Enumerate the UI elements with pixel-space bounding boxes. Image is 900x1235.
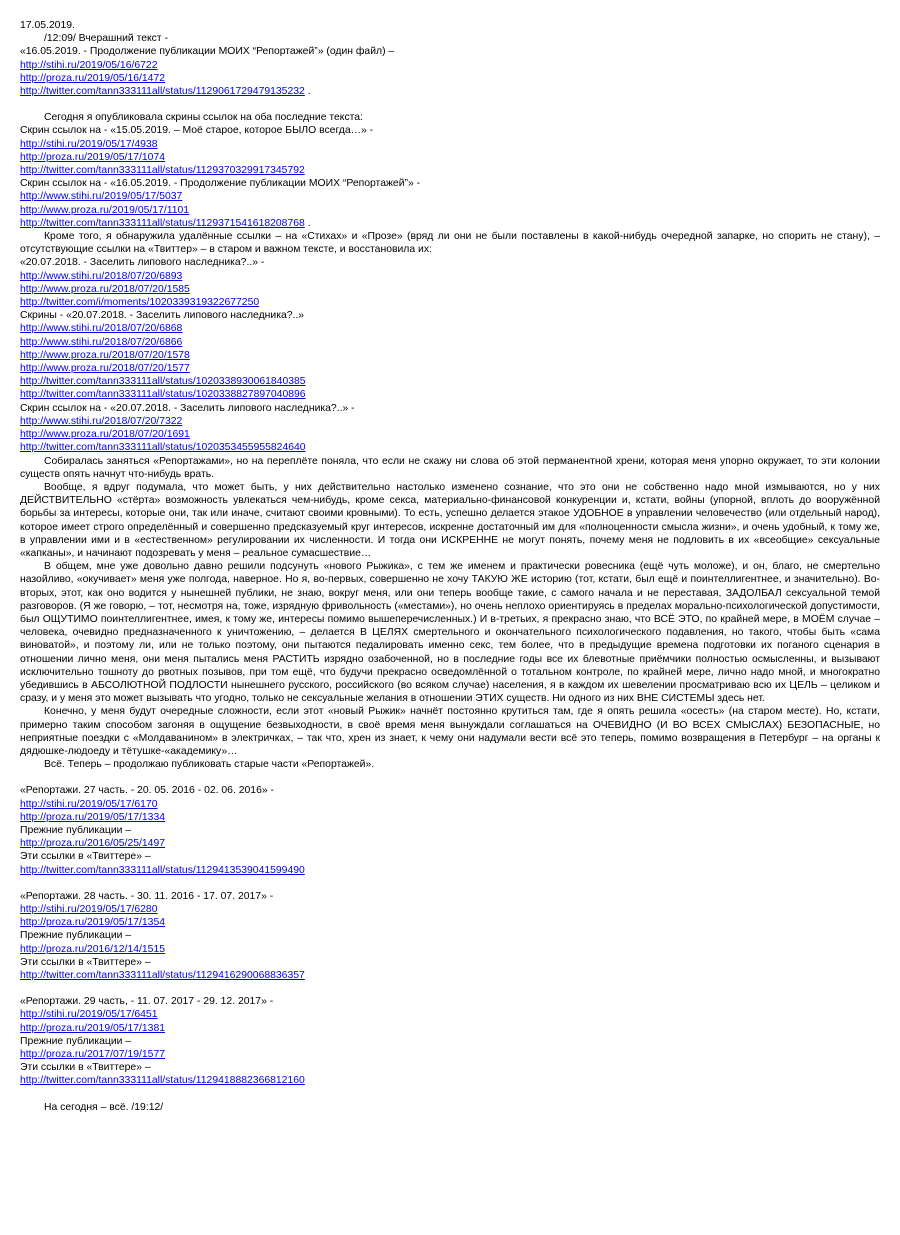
- body-paragraph: Вообще, я вдруг подумала, что может быть, у них действительно настолько изменено сознание, что это они не собственно надо мной измываются, но у них ДЕЙСТВИТЕЛЬНО «стёрта» возможность увлекаться чем-нибудь, кроме секса, материально-финансовой конкуренции и, кстати, войны (упорной, вплоть до вооружённой борьбы за интересы, которые они, так или иначе, считают своими кровными). То есть, успешно делается этакое УДОБНОЕ в управлении человечество (или отдельный народ), которое имеет строго определённый и совершенно предсказуемый круг интересов, искренне достаточный им для «полноценности смысла жизни», и очень удобный, к тому же, в управлении ими и в «естественном» регулировании их численности. И тогда они ИСКРЕННЕ не могут понять, почему меня не подловить в их «всеобщие» сексуальные «капканы», и начинают подозревать у меня – реальное сумасшествие…: [20, 481, 880, 559]
- report-prev-link[interactable]: http://proza.ru/2016/05/25/1497: [20, 838, 166, 850]
- body-paragraph: Всё. Теперь – продолжаю публиковать старые части «Репортажей».: [44, 759, 375, 771]
- linden-screen-link-proza[interactable]: http://www.proza.ru/2018/07/20/1691: [20, 429, 190, 441]
- report-title: «Репортажи. 29 часть, - 11. 07. 2017 - 29. 12. 2017» -: [20, 996, 274, 1008]
- linden-screens-link[interactable]: http://www.stihi.ru/2018/07/20/6866: [20, 336, 183, 348]
- report-block-29: [20, 995, 880, 1087]
- spacer: [20, 98, 880, 111]
- restore-paragraph: Кроме того, я обнаружила удалённые ссылки – на «Стихах» и «Прозе» (вряд ли они не были поставлены в какой-нибудь очередной запарке, но спорить не стану), – отсутствующие ссылки на «Твиттер» – в старом и важном тексте, и восстановила их:: [20, 231, 880, 256]
- report-link-proza[interactable]: http://proza.ru/2019/05/17/1381: [20, 1022, 166, 1034]
- spacer: [20, 1088, 880, 1101]
- trailing-dot: .: [307, 217, 311, 229]
- report-block-28: [20, 890, 880, 982]
- report-twitter-label: Эти ссылки в «Твиттере» –: [20, 956, 151, 968]
- screen2-link-proza[interactable]: http://www.proza.ru/2019/05/17/1101: [20, 204, 190, 216]
- closing-line: На сегодня – всё. /19:12/: [44, 1101, 164, 1113]
- prev-link-stihi[interactable]: http://stihi.ru/2019/05/16/6722: [20, 59, 158, 71]
- screen1-title: Скрин ссылок на - «15.05.2019. – Моё старое, которое БЫЛО всегда…» -: [20, 125, 374, 137]
- linden-screens-link[interactable]: http://www.stihi.ru/2018/07/20/6868: [20, 323, 183, 335]
- report-prev-label: Прежние публикации –: [20, 930, 132, 942]
- screen2-link-twitter-line: [20, 217, 880, 230]
- spacer: [20, 771, 880, 784]
- body-paragraph: Конечно, у меня будут очередные сложности, если этот «новый Рыжик» начнёт постоянно крутиться там, где я опять решила «осесть» (на старом месте). Но, кстати, примерно таким способом загоняя в ощущение безвыходности, в своё время меня вынуждали соглашаться на ОЧЕВИДНО (И ВО ВСЕХ СМЫСЛАХ) БЕЗОПАСНЫЕ, но неприятные поездки с «Молдаванином» в электричках, – так что, хрен из знает, к чему они надумали вести всё это теперь, помимо возвращения в Петербург – на органы к дядюшке-людоеду и тётушке-«академику»…: [20, 706, 880, 757]
- report-link-stihi[interactable]: http://stihi.ru/2019/05/17/6170: [20, 798, 158, 810]
- report-link-stihi[interactable]: http://stihi.ru/2019/05/17/6280: [20, 904, 158, 915]
- document-body: [20, 19, 880, 1114]
- linden-screen-link-twitter[interactable]: http://twitter.com/tann333111all/status/1020353455955824640: [20, 442, 306, 454]
- screen2-link-twitter[interactable]: http://twitter.com/tann333111all/status/1129371541618208768: [20, 217, 305, 229]
- prev-title: «16.05.2019. - Продолжение публикации МОИХ “Репортажей”» (один файл) –: [20, 46, 395, 58]
- screen1-link-proza[interactable]: http://proza.ru/2019/05/17/1074: [20, 151, 166, 163]
- trailing-dot: .: [307, 86, 311, 98]
- prev-link-twitter[interactable]: http://twitter.com/tann333111all/status/1129061729479135232: [20, 86, 305, 98]
- report-prev-link[interactable]: http://proza.ru/2017/07/19/1577: [20, 1049, 166, 1061]
- report-block-27: [20, 784, 880, 876]
- report-twitter-link[interactable]: http://twitter.com/tann333111all/status/1129416290068836357: [20, 970, 305, 982]
- report-link-proza[interactable]: http://proza.ru/2019/05/17/1354: [20, 917, 166, 929]
- prev-link-twitter-line: [20, 85, 880, 98]
- prev-link-proza[interactable]: http://proza.ru/2019/05/16/1472: [20, 72, 166, 84]
- screen1-link-twitter[interactable]: http://twitter.com/tann333111all/status/1129370329917345792: [20, 165, 305, 177]
- linden-link-stihi[interactable]: http://www.stihi.ru/2018/07/20/6893: [20, 270, 183, 282]
- screen1-link-stihi[interactable]: http://stihi.ru/2019/05/17/4938: [20, 138, 158, 150]
- linden-screens-link[interactable]: http://www.proza.ru/2018/07/20/1578: [20, 349, 190, 361]
- linden-link-proza[interactable]: http://www.proza.ru/2018/07/20/1585: [20, 283, 190, 295]
- linden-link-twitter[interactable]: http://twitter.com/i/moments/1020339319322677250: [20, 297, 260, 309]
- linden-screens-link[interactable]: http://www.proza.ru/2018/07/20/1577: [20, 363, 190, 375]
- spacer: [20, 982, 880, 995]
- report-prev-link[interactable]: http://proza.ru/2016/12/14/1515: [20, 943, 166, 955]
- today-intro: Сегодня я опубликовала скрины ссылок на оба последние текста:: [44, 112, 363, 124]
- report-twitter-link[interactable]: http://twitter.com/tann333111all/status/1129418882366812160: [20, 1075, 305, 1087]
- screen2-link-stihi[interactable]: http://www.stihi.ru/2019/05/17/5037: [20, 191, 183, 203]
- body-paragraph: В общем, мне уже довольно давно решили подсунуть «нового Рыжика», с тем же именем и практически ровесника (ещё чуть моложе), и он, благо, не смертельно назойливо, «окучивает» меня уже полгода, наверное. Но я, во-первых, совершенно не хочу ТАКУЮ ЖЕ историю (тот, кстати, был ещё и поинтеллигентнее, и значительно). Во-вторых, этот, как оно водится у нынешней публики, не знаю, вокруг меня, или они теперь вообще такие, с самого начала и не переставая, ЗАДОЛБАЛ сексуальной темой разговоров. (Я же говорю, – тот, несмотря на, тоже, изрядную фривольность («местами»), но очень неплохо ориентируясь в пределах морально-психологической допустимости, был ОЩУТИМО поинтеллигентнее, имея, к тому же, интересы помимо вышеперечисленных.) И в-третьих, я прекрасно знаю, что ВСЁ ЭТО, по крайней мере, в МОЁМ случае – человека, очевидно предназначенного к уничтожению, – делается В ЦЕЛЯХ смертельного и окончательного психологического подавления, но такого, чтобы быть «сама виноватой», и поэтому ли, или не только поэтому, они пытаются педалировать именно секс, тем более, что в предыдущие времена подготовки их поганого сценария в отношении лично меня, они меня пытались меня РАСТИТЬ изрядно озабоченной, но в последние годы все их блевотные приёмчики полностью осмысленны, и вызывают исключительно тошноту до рвотных позывов, при том ещё, что будучи прекрасно осведомлённой о тотальном контроле, по крайней мере, лично надо мной, и многократно убедившись в АБСОЛЮТНОЙ ПОДЛОСТИ нынешнего русского, российского (во всяком случае) населения, я в каждом их шевелении просматриваю всю их ЦЕЛЬ – целиком и сразу, и у меня это может вызывать что угодно, только не сексуальные желания в отношении ЭТИХ существ. Ни одного из них ВНЕ СИСТЕМЫ здесь нет.: [20, 561, 880, 705]
- linden-screens-link[interactable]: http://twitter.com/tann333111all/status/1020338930061840385: [20, 376, 306, 388]
- linden-screens-link[interactable]: http://twitter.com/tann333111all/status/1020338827897040896: [20, 389, 306, 401]
- report-twitter-label: Эти ссылки в «Твиттере» –: [20, 851, 151, 863]
- screen2-title: Скрин ссылок на - «16.05.2019. - Продолжение публикации МОИХ “Репортажей”» -: [20, 178, 421, 190]
- body-paragraph: Собиралась заняться «Репортажами», но на переплёте поняла, что если не скажу ни слова об этой перманентной хрени, которая меня упорно окружает, то эти колонии существ опять начнут что-нибудь врать.: [20, 455, 880, 480]
- report-title: «Репортажи. 27 часть. - 20. 05. 2016 - 02. 06. 2016» -: [20, 785, 274, 797]
- report-prev-label: Прежние публикации –: [20, 1035, 132, 1047]
- spacer: [20, 877, 880, 890]
- report-twitter-link[interactable]: http://twitter.com/tann333111all/status/1129413539041599490: [20, 864, 305, 876]
- report-link-stihi[interactable]: http://stihi.ru/2019/05/17/6451: [20, 1009, 158, 1021]
- linden-title: «20.07.2018. - Заселить липового наследника?..» -: [20, 257, 265, 269]
- report-title: «Репортажи. 28 часть. - 30. 11. 2016 - 17. 07. 2017» -: [20, 890, 274, 902]
- report-prev-label: Прежние публикации –: [20, 824, 132, 836]
- date-line: 17.05.2019.: [20, 20, 75, 31]
- report-twitter-label: Эти ссылки в «Твиттере» –: [20, 1062, 151, 1074]
- linden-screens-title: Скрины - «20.07.2018. - Заселить липового наследника?..»: [20, 310, 305, 322]
- linden-screen-link-stihi[interactable]: http://www.stihi.ru/2018/07/20/7322: [20, 415, 183, 427]
- linden-screen-links-title: Скрин ссылок на - «20.07.2018. - Заселить липового наследника?..» -: [20, 402, 355, 414]
- report-link-proza[interactable]: http://proza.ru/2019/05/17/1334: [20, 811, 166, 823]
- time-intro: /12:09/ Вчерашний текст -: [44, 33, 168, 45]
